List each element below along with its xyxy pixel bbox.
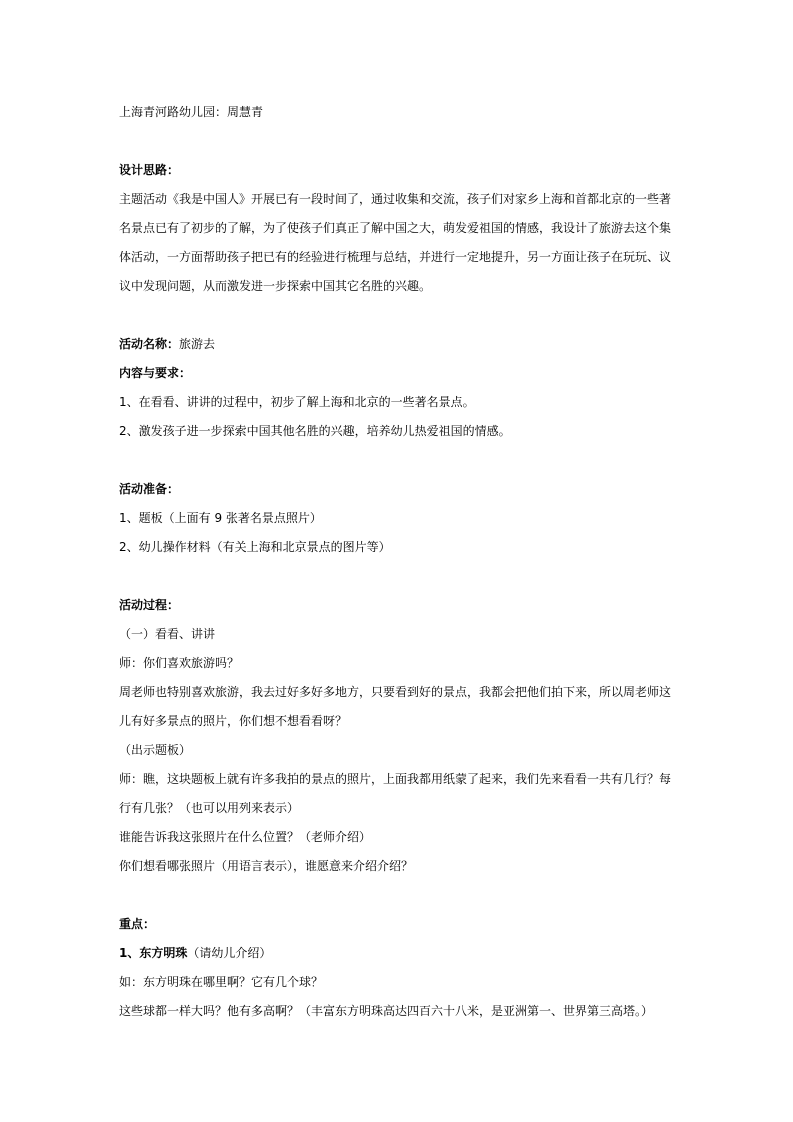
process-line: 儿有好多景点的照片，你们想不想看看呀？: [119, 714, 348, 728]
author-line: 上海青河路幼儿园：周慧青: [119, 105, 264, 119]
goal-item: 1、在看看、讲讲的过程中，初步了解上海和北京的一些著名景点。: [119, 395, 475, 409]
activity-name: [119, 330, 679, 359]
activity-name-value: 旅游去: [179, 337, 216, 351]
process-line: 谁能告诉我这张照片在什么位置？（老师介绍）: [119, 830, 372, 844]
design-heading: 设计思路：: [119, 163, 180, 177]
key-line: 这些球都一样大吗？他有多高啊？（丰富东方明珠高达四百六十八米，是亚洲第一、世界第三高塔。）: [119, 1004, 654, 1018]
prep-item: 2、幼儿操作材料（有关上海和北京景点的图片等）: [119, 540, 391, 554]
key-line: 如：东方明珠在哪里啊？它有几个球？: [119, 975, 324, 989]
key-heading: 重点：: [119, 917, 156, 931]
goals-heading: 内容与要求：: [119, 366, 192, 380]
prep-heading: 活动准备：: [119, 482, 180, 496]
process-line: （一）看看、讲讲: [119, 627, 216, 641]
process-line: 行有几张？（也可以用列来表示）: [119, 801, 300, 815]
design-line: 体活动，一方面帮助孩子把已有的经验进行梳理与总结，并进行一定地提升，另一方面让孩子在玩玩、议: [119, 250, 672, 264]
goal-item: 2、激发孩子进一步探索中国其他名胜的兴趣，培养幼儿热爱祖国的情感。: [119, 424, 511, 438]
design-line: 主题活动《我是中国人》开展已有一段时间了，通过收集和交流，孩子们对家乡上海和首都北京的一些著: [119, 192, 672, 206]
process-line: 师：瞧，这块题板上就有许多我拍的景点的照片，上面我都用纸蒙了起来，我们先来看看一共有几行？每: [119, 772, 672, 786]
design-line: 议中发现问题，从而激发进一步探索中国其它名胜的兴趣。: [119, 279, 432, 293]
process-line: 你们想看哪张照片（用语言表示），谁愿意来介绍介绍？: [119, 859, 414, 873]
prep-item: 1、题板（上面有 9 张著名景点照片）: [119, 511, 322, 525]
design-line: 名景点已有了初步的了解，为了使孩子们真正了解中国之大，萌发爱祖国的情感，我设计了旅游去这个集: [119, 221, 672, 235]
process-heading: 活动过程：: [119, 598, 180, 612]
key-item: [119, 939, 679, 968]
process-line: 周老师也特别喜欢旅游，我去过好多好多地方，只要看到好的景点，我都会把他们拍下来，所以周老师这: [119, 685, 672, 699]
key-item-title: 1、东方明珠: [119, 946, 188, 960]
key-item-note: （请幼儿介绍）: [187, 946, 272, 960]
document-page: [119, 0, 679, 1026]
process-line: 师：你们喜欢旅游吗？: [119, 656, 240, 670]
process-line: （出示题板）: [119, 743, 192, 757]
activity-name-label: 活动名称：: [119, 337, 180, 351]
